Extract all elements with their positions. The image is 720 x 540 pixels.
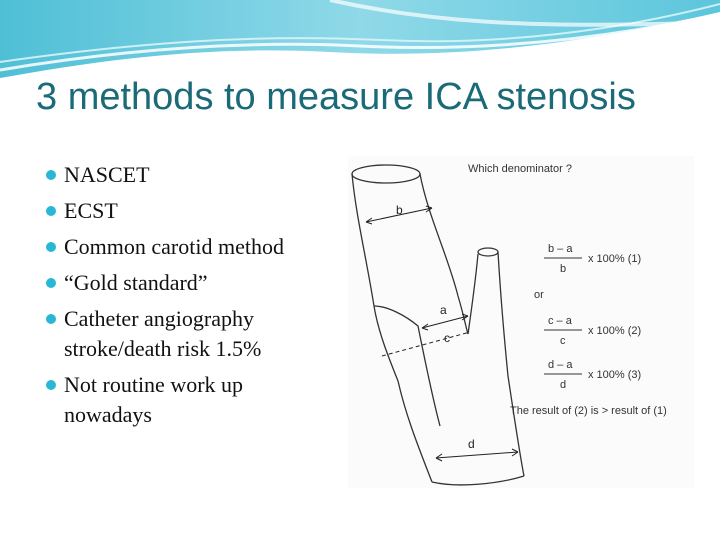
formula-3-denominator: d — [560, 379, 567, 391]
formula-1-suffix: x 100% (1) — [588, 253, 642, 265]
formula-3-numerator: d – a — [548, 359, 573, 371]
measurement-d — [436, 449, 518, 461]
bullet-list — [44, 160, 334, 436]
label-a: a — [440, 303, 447, 317]
measurement-c — [382, 332, 470, 356]
formula-2-suffix: x 100% (2) — [588, 325, 642, 337]
formula-1 — [544, 243, 641, 275]
formula-2-denominator: c — [560, 335, 566, 347]
bullet-item: Catheter angiography stroke/death risk 1.5% — [44, 304, 334, 364]
diagram-conclusion: The result of (2) is > result of (1) — [510, 405, 667, 417]
header-wave-decoration — [0, 0, 720, 80]
formula-1-denominator: b — [560, 263, 567, 275]
label-c: c — [444, 331, 450, 345]
formula-3 — [544, 359, 641, 391]
bullet-item: Common carotid method — [44, 232, 334, 262]
diagram-heading: Which denominator ? — [468, 163, 572, 175]
formula-2 — [544, 315, 641, 347]
formula-1-numerator: b – a — [548, 243, 573, 255]
formula-3-suffix: x 100% (3) — [588, 369, 642, 381]
bullet-item: ECST — [44, 196, 334, 226]
bullet-item: NASCET — [44, 160, 334, 190]
or-text: or — [534, 289, 544, 301]
bullet-item: “Gold standard” — [44, 268, 334, 298]
bullet-item: Not routine work up nowadays — [44, 370, 334, 430]
carotid-vessel-drawing — [352, 165, 524, 485]
slide-title: 3 methods to measure ICA stenosis — [36, 76, 636, 118]
label-b: b — [396, 203, 403, 217]
stenosis-diagram — [348, 156, 694, 488]
label-d: d — [468, 437, 475, 451]
formula-2-numerator: c – a — [548, 315, 572, 327]
